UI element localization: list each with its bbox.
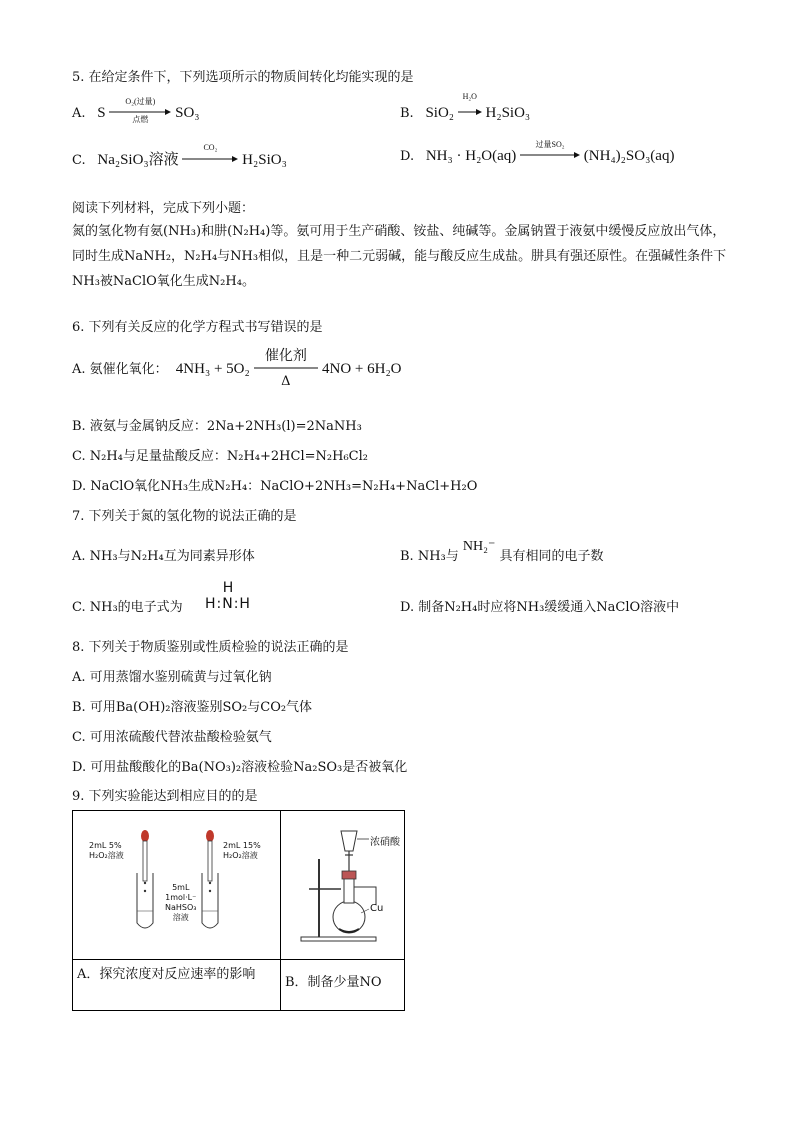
reaction-arrow: H₂O	[458, 105, 482, 122]
test-tubes-figure	[73, 811, 280, 959]
q6-option-b: B. 液氨与金属钠反应：2Na+2NH₃(l)=2NaNH₃	[72, 419, 362, 434]
acid-label: 浓硝酸	[370, 837, 400, 848]
q7-option-a: A. NH₃与N₂H₄互为同素异形体	[72, 549, 255, 564]
q8-option-a: A. 可用蒸馏水鉴别硫黄与过氧化钠	[72, 670, 272, 685]
caption-a-cell	[73, 960, 281, 1011]
q9-stem: 9. 下列实验能达到相应目的的是	[72, 789, 258, 804]
q6-option-d: D. NaClO氧化NH₃生成N₂H₄：NaClO+2NH₃=N₂H₄+NaCl+H₂O	[72, 479, 478, 494]
q8-option-d: D. 可用盐酸酸化的Ba(NO₃)₂溶液检验Na₂SO₃是否被氧化	[72, 760, 408, 775]
q8-option-c: C. 可用浓硫酸代替浓盐酸检验氨气	[72, 730, 272, 745]
amide-ion: NH₂⁻	[462, 539, 496, 554]
round-flask	[333, 901, 365, 933]
caption-b-cell	[281, 960, 405, 1011]
q5-option-c: C. Na₂SiO₃溶液 CO₂ H₂SiO₃	[72, 143, 287, 168]
q7-option-c: C. NH₃的电子式为	[72, 600, 183, 615]
reaction-arrow: CO₂	[182, 152, 238, 169]
reaction-arrow: 过量SO₂	[520, 148, 580, 165]
stopper	[342, 871, 356, 879]
reading-material: 氮的氢化物有氨(NH₃)和肼(N₂H₄)等。氨可用于生产硝酸、铵盐、纯碱等。金属钠置于液氨中缓慢反应放出气体，同时生成NaNH₂，N₂H₄与NH₃相似，且是一种二元弱碱，能与酸反应生成盐。肼具有强还原性。在强碱性条件下NH₃被NaClO氧化生成N₂H₄。	[72, 224, 727, 289]
q7-option-d: D. 制备N₂H₄时应将NH₃缓缓通入NaClO溶液中	[400, 600, 680, 615]
stand-base	[301, 937, 376, 941]
q6-option-a: A. 氨催化氧化： 4NH₃ + 5O₂ 催化剂 Δ 4NO + 6H₂O	[72, 348, 402, 389]
reaction-bar: 催化剂 Δ	[264, 348, 307, 389]
q7-stem: 7. 下列关于氮的氢化物的说法正确的是	[72, 509, 297, 524]
flask-neck	[344, 877, 354, 903]
reaction-arrow: O₂(过量) 点燃	[109, 105, 171, 122]
reading-intro: 阅读下列材料，完成下列小题：	[72, 201, 255, 216]
electron-dot-structure: H H:N:H	[205, 580, 251, 612]
right-dropper-label: 2mL 15% H₂O₂溶液	[223, 841, 261, 860]
q6-stem: 6. 下列有关反应的化学方程式书写错误的是	[72, 320, 323, 335]
q5-option-a: A. S O₂(过量) 点燃 SO₃	[72, 97, 200, 125]
caption-a: A．探究浓度对反应速率的影响	[77, 967, 256, 982]
q5-option-d: D. NH₃ · H₂O(aq) 过量SO₂ (NH₄)₂SO₃(aq)	[400, 140, 675, 164]
q6-option-c: C. N₂H₄与足量盐酸反应：N₂H₄+2HCl=N₂H₆Cl₂	[72, 449, 368, 464]
experiment-table	[72, 810, 405, 1011]
q8-stem: 8. 下列关于物质鉴别或性质检验的说法正确的是	[72, 640, 349, 655]
left-dropper	[141, 830, 149, 881]
figure-a-cell	[73, 811, 281, 960]
q5-stem: 5. 在给定条件下，下列选项所示的物质间转化均能实现的是	[72, 70, 414, 85]
middle-solution-label: 5mL 1mol·L⁻ NaHSO₃ 溶液	[165, 883, 197, 922]
left-dropper-label: 2mL 5% H₂O₂溶液	[89, 841, 124, 860]
dropping-funnel	[341, 831, 357, 851]
q5-option-b: B. SiO₂ H₂O H₂SiO₃	[400, 92, 531, 121]
q8-option-b: B. 可用Ba(OH)₂溶液鉴别SO₂与CO₂气体	[72, 700, 313, 715]
figure-b-cell	[281, 811, 405, 960]
caption-b: B．制备少量NO	[285, 975, 382, 990]
q7-option-b: B. NH₃与 NH₂⁻ 具有相同的电子数	[400, 539, 604, 564]
right-dropper	[206, 830, 214, 881]
copper-label: Cu	[370, 903, 384, 914]
